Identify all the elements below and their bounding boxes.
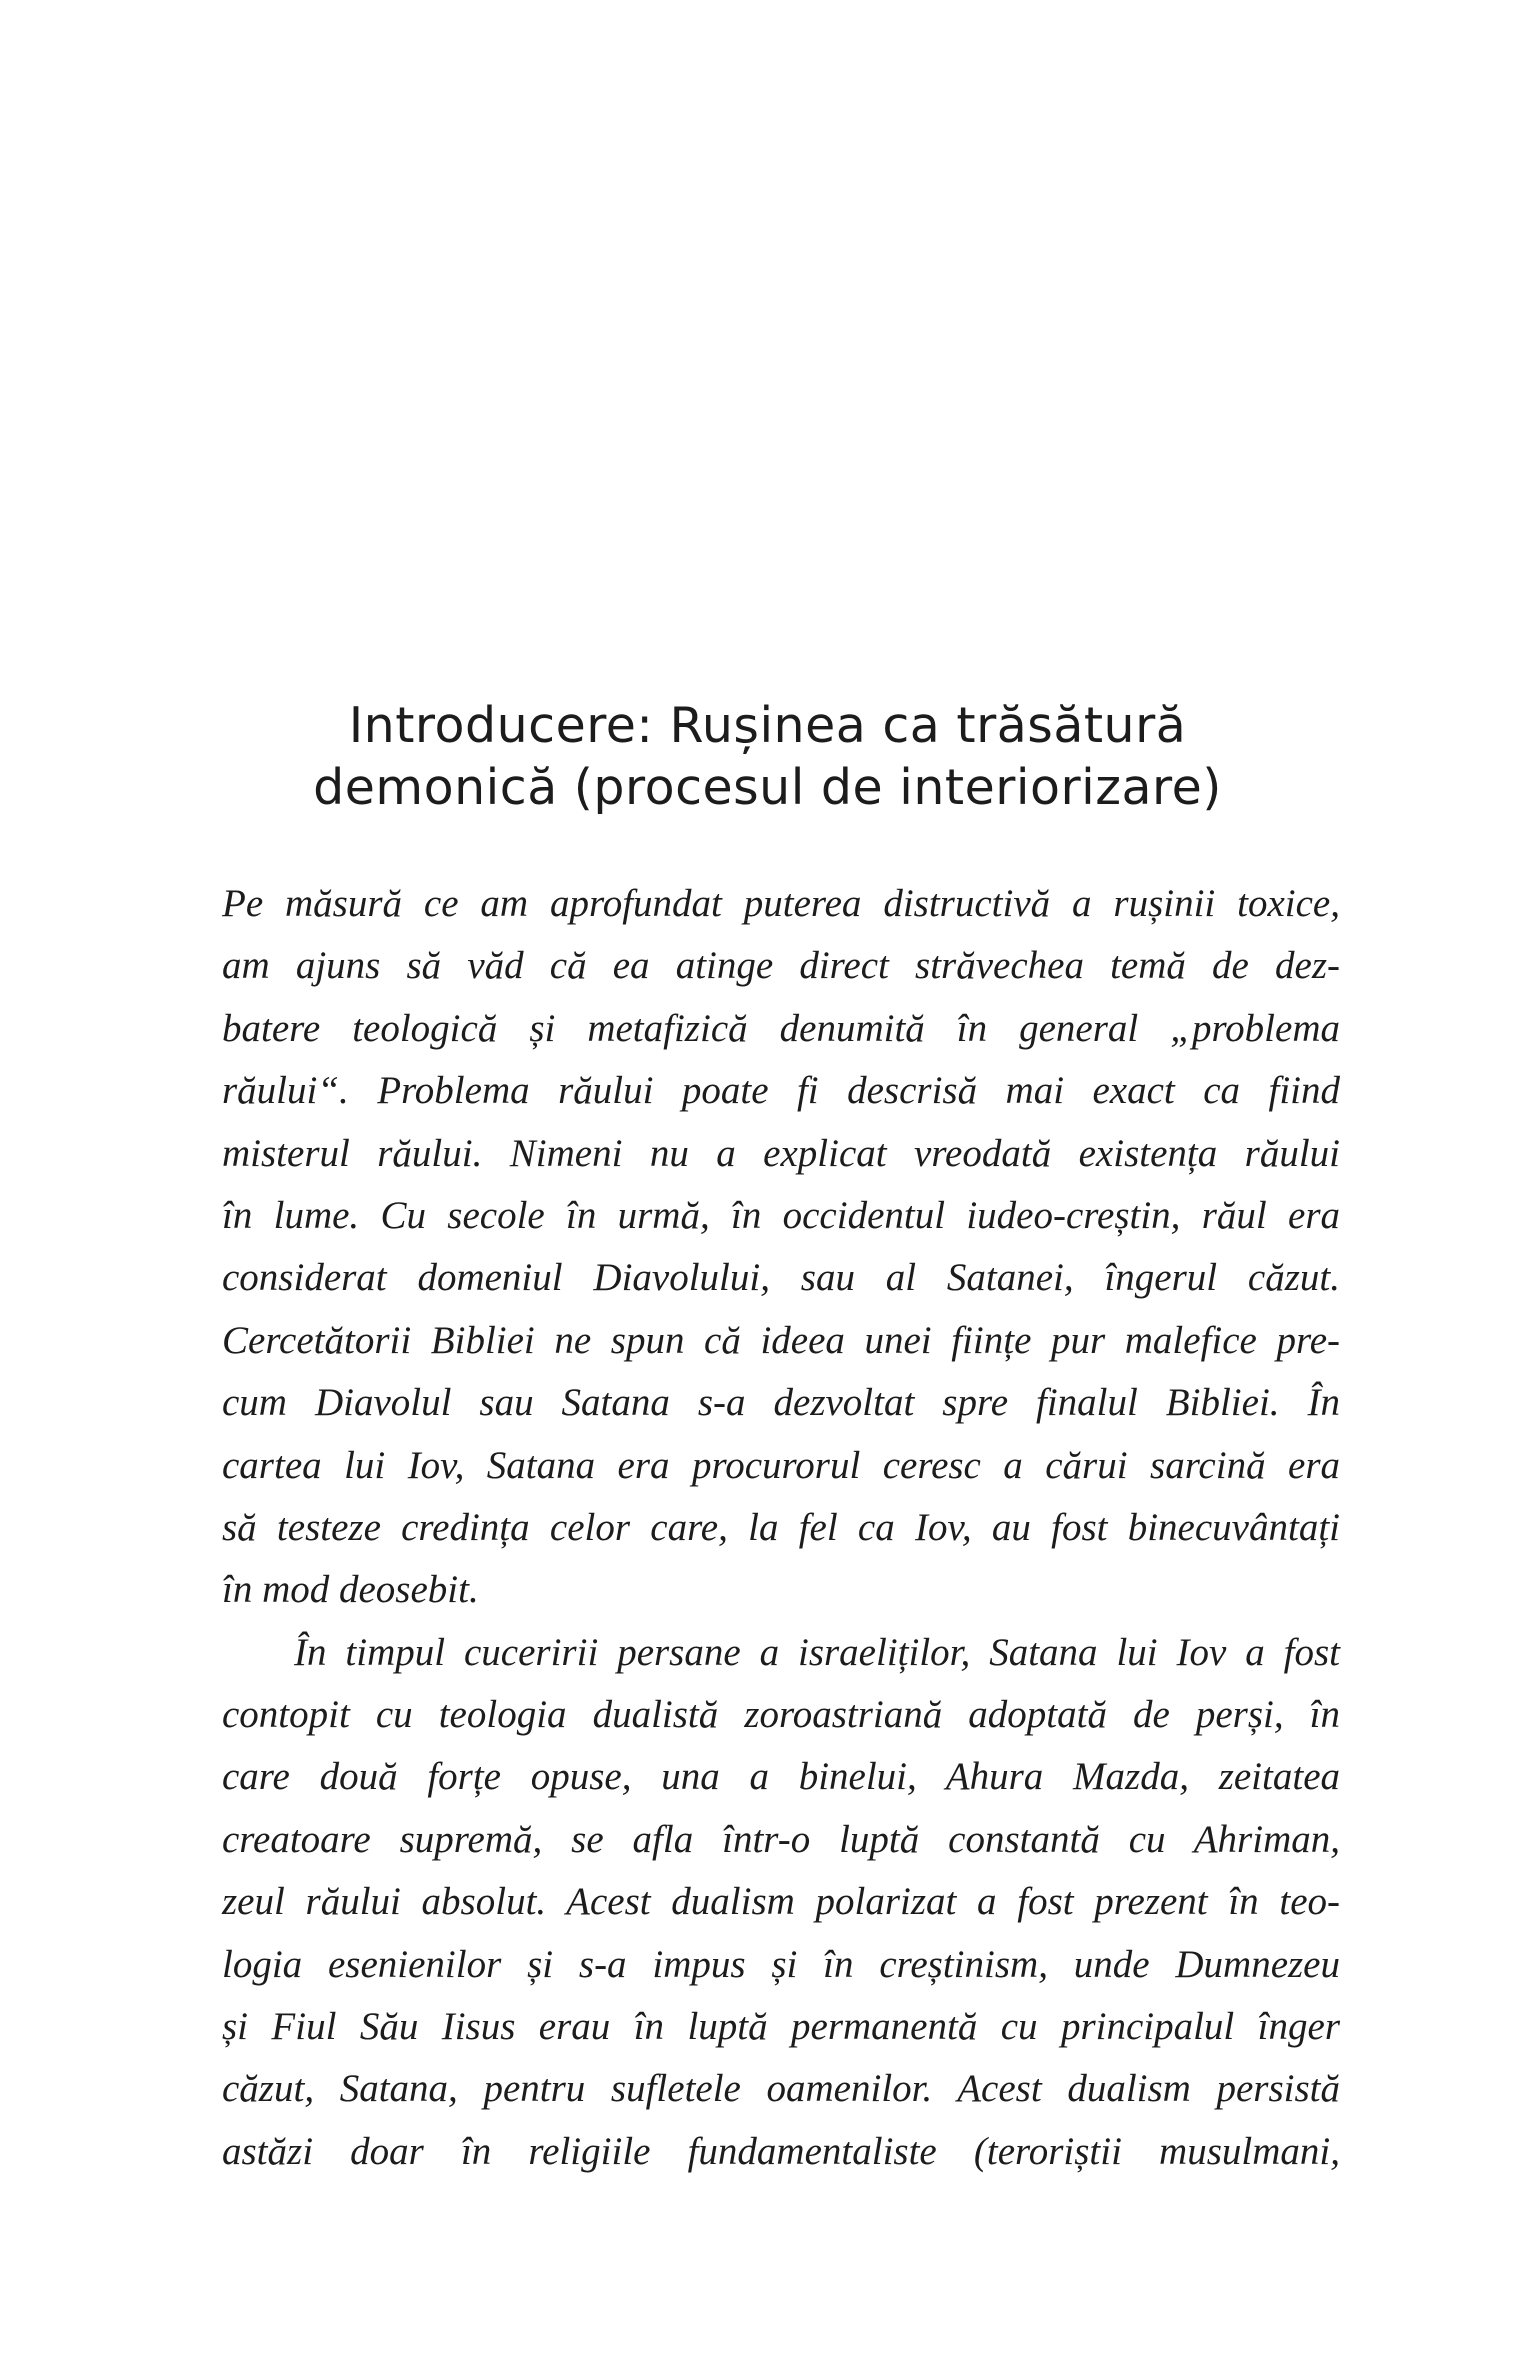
chapter-title-line-2: demonică (procesul de interiorizare) [313,759,1222,816]
text-line: astăzi doar în religiile fundamentaliste (teroriștii musulmani, [222,2129,1340,2173]
text-line: cum Diavolul sau Satana s-a dezvoltat spre finalul Bibliei. În [222,1381,1340,1425]
text-line: Cercetătorii Bibliei ne spun că ideea unei ființe pur malefice pre- [222,1318,1340,1362]
text-line: considerat domeniul Diavolului, sau al Satanei, îngerul căzut. [222,1256,1340,1300]
text-line: misterul răului. Nimeni nu a explicat vreodată existența răului [222,1131,1340,1175]
text-line: am ajuns să văd că ea atinge direct străvechea temă de dez- [222,944,1340,988]
text-line: răului“. Problema răului poate fi descrisă mai exact ca fiind [222,1069,1340,1113]
text-line: Pe măsură ce am aprofundat puterea distructivă a rușinii toxice, [222,882,1340,925]
text-line: logia esenienilor și s-a impus și în creștinism, unde Dumnezeu [222,1942,1340,1986]
text-line: În timpul cuceririi persane a israeliților, Satana lui Iov a fost [294,1630,1340,1674]
text-line: zeul răului absolut. Acest dualism polarizat a fost prezent în teo- [222,1880,1340,1924]
text-line: căzut, Satana, pentru sufletele oamenilor. Acest dualism persistă [222,2067,1340,2111]
text-line: cartea lui Iov, Satana era procurorul ceresc a cărui sarcină era [222,1443,1340,1487]
chapter-title [200,695,1335,819]
text-line: în mod deosebit. [222,1568,479,1612]
paragraph-2 [222,1622,1340,2184]
text-line: și Fiul Său Iisus erau în luptă permanentă cu principalul înger [222,2005,1340,2049]
paragraph-1 [222,873,1340,1622]
chapter-title-line-1: Introducere: Rușinea ca trăsătură [348,697,1187,754]
text-line: să testeze credința celor care, la fel ca Iov, au fost binecuvântați [222,1505,1340,1549]
text-line: creatoare supremă, se afla într-o luptă constantă cu Ahriman, [222,1817,1340,1861]
text-line: batere teologică și metafizică denumită în general „problema [222,1006,1340,1050]
text-line: în lume. Cu secole în urmă, în occidentul iudeo-creștin, răul era [222,1193,1340,1237]
text-line: contopit cu teologia dualistă zoroastriană adoptată de perși, în [222,1693,1340,1737]
body-text [222,873,1340,2183]
text-line: care două forțe opuse, una a binelui, Ahura Mazda, zeitatea [222,1755,1340,1799]
